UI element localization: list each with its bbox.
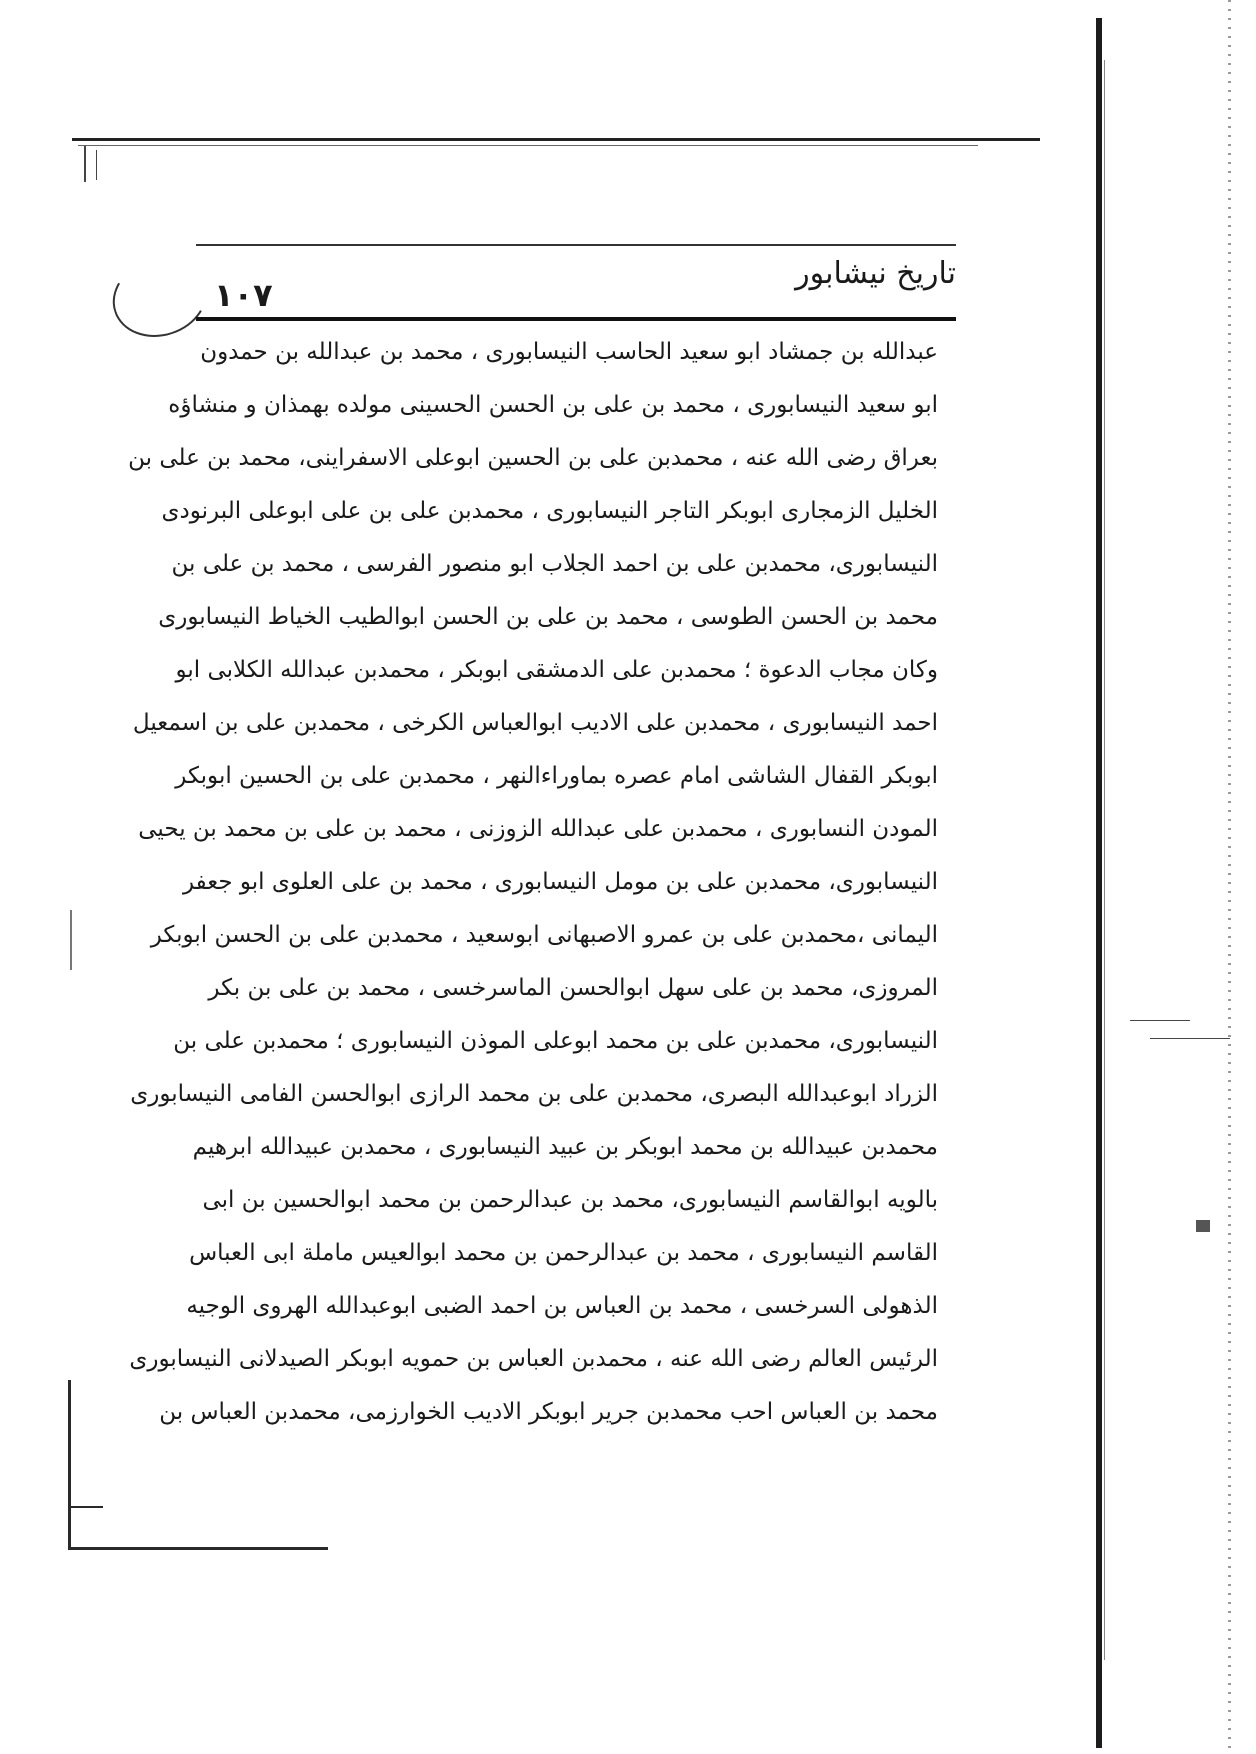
page-number: ١٠٧ <box>214 276 273 314</box>
text-line: محمد بن الحسن الطوسى ، محمد بن على بن الحسن ابوالطيب الخياط النيسابورى <box>158 604 938 630</box>
text-line: النيسابورى، محمدبن على بن احمد الجلاب ابو منصور الفرسى ، محمد بن على بن <box>171 551 938 577</box>
running-title: تاريخ نيشابور <box>795 256 956 291</box>
top-rule-thin <box>78 145 978 146</box>
page-edge-strip <box>1228 0 1231 1754</box>
edge-mark <box>1130 1020 1190 1021</box>
text-line: عبدالله بن جمشاد ابو سعيد الحاسب النيسابورى ، محمد بن عبدالله بن حمدون <box>200 339 938 365</box>
text-line: المروزى، محمد بن على سهل ابوالحسن الماسرخسى ، محمد بن على بن بكر <box>208 975 938 1001</box>
book-spine-edge <box>1104 60 1105 1660</box>
left-tick <box>96 150 97 180</box>
bottom-left-bracket <box>68 1547 328 1550</box>
book-spine-shadow <box>1096 18 1102 1748</box>
edge-mark <box>1196 1220 1210 1232</box>
header-rule-bottom <box>196 317 956 321</box>
text-line: محمدبن عبيدالله بن محمد ابوبكر بن عبيد النيسابورى ، محمدبن عبيدالله ابرهيم <box>192 1134 938 1160</box>
text-line: القاسم النيسابورى ، محمد بن عبدالرحمن بن محمد ابوالعيس ماملة ابى العباس <box>189 1240 938 1266</box>
text-line: الخليل الزمجارى ابوبكر التاجر النيسابورى ، محمدبن على بن على ابوعلى البرنودى <box>161 498 938 524</box>
body-text <box>128 326 938 1439</box>
top-rule <box>72 138 1040 141</box>
text-line: ابو سعيد النيسابورى ، محمد بن على بن الحسن الحسينى مولده بهمذان و منشاؤه <box>168 392 938 418</box>
text-line: ابوبكر القفال الشاشى امام عصره بماوراءالنهر ، محمدبن على بن الحسين ابوبكر <box>175 763 938 789</box>
text-line: اليمانى ،محمدبن على بن عمرو الاصبهانى ابوسعيد ، محمدبن على بن الحسن ابوبكر <box>150 922 938 948</box>
header-rule-top <box>196 244 956 246</box>
text-line: الرئيس العالم رضى الله عنه ، محمدبن العباس بن حمويه ابوبكر الصيدلانى النيسابورى <box>129 1346 938 1372</box>
text-line: الذهولى السرخسى ، محمد بن العباس بن احمد الضبى ابوعبدالله الهروى الوجيه <box>186 1293 938 1319</box>
text-line: النيسابورى، محمدبن على بن محمد ابوعلى الموذن النيسابورى ؛ محمدبن على بن <box>173 1028 938 1054</box>
text-line: محمد بن العباس احب محمدبن جرير ابوبكر الاديب الخوارزمى، محمدبن العباس بن <box>159 1399 938 1425</box>
left-tick <box>84 146 86 182</box>
edge-mark <box>1150 1038 1230 1039</box>
text-line: الزراد ابوعبدالله البصرى، محمدبن على بن محمد الرازى ابوالحسن الفامى النيسابورى <box>130 1081 938 1107</box>
text-line: بعراق رضى الله عنه ، محمدبن على بن الحسين ابوعلى الاسفراينى، محمد بن على بن <box>128 445 938 471</box>
text-line: النيسابورى، محمدبن على بن مومل النيسابورى ، محمد بن على العلوى ابو جعفر <box>182 869 938 895</box>
text-line: المودن النسابورى ، محمدبن على عبدالله الزوزنى ، محمد بن على بن محمد بن يحيى <box>138 816 938 842</box>
bottom-left-bracket <box>68 1506 103 1508</box>
bottom-left-bracket <box>68 1380 71 1550</box>
edge-mark <box>70 910 72 970</box>
text-line: وكان مجاب الدعوة ؛ محمدبن على الدمشقى ابوبكر ، محمدبن عبدالله الكلابى ابو <box>175 657 938 683</box>
text-line: بالويه ابوالقاسم النيسابورى، محمد بن عبدالرحمن بن محمد ابوالحسين بن ابى <box>202 1187 938 1213</box>
text-line: احمد النيسابورى ، محمدبن على الاديب ابوالعباس الكرخى ، محمدبن على بن اسمعيل <box>132 710 938 736</box>
